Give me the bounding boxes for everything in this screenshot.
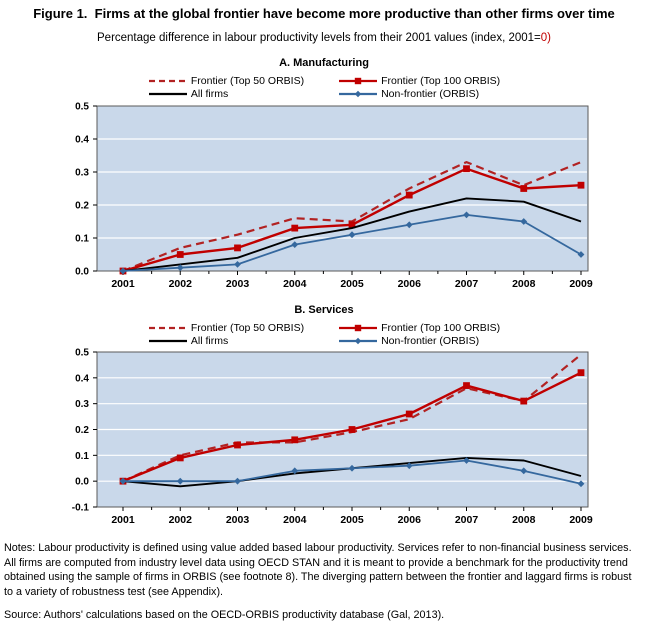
legend-line-square-icon xyxy=(338,75,378,87)
y-tick-label: 0.2 xyxy=(75,425,89,436)
panel-b-legend xyxy=(148,321,500,347)
legend-line-square-icon xyxy=(338,322,378,334)
legend-label: Frontier (Top 50 ORBIS) xyxy=(190,321,305,334)
panel-services xyxy=(0,304,648,531)
notes-line: to a variety of robustness test (see Appendix). xyxy=(4,585,224,598)
legend-dashed-line-icon xyxy=(148,75,188,87)
legend-line-icon xyxy=(148,335,188,347)
legend-item xyxy=(148,74,304,87)
notes-line: All firms are computed from industry level data using OECD STAN and it is meant to provide a benchmark for the productivity trend xyxy=(4,556,628,569)
y-tick-label: 0.4 xyxy=(75,134,89,146)
panel-a-title: A. Manufacturing xyxy=(279,57,369,69)
marker-square xyxy=(520,185,527,192)
figure-subtitle xyxy=(0,32,648,44)
source-line: Source: Authors' calculations based on the OECD-ORBIS productivity database (Gal, 2013). xyxy=(4,609,445,622)
legend-line-diamond-icon xyxy=(338,88,378,100)
legend-item xyxy=(338,87,500,100)
x-tick-label: 2006 xyxy=(397,514,421,526)
subtitle-text: Percentage difference in labour productivity levels from their 2001 values (index, 2001= xyxy=(97,32,541,44)
x-tick-label: 2005 xyxy=(340,278,364,290)
figure-title: Figure 1. Firms at the global frontier have become more productive than other firms over time xyxy=(33,6,615,21)
y-tick-label: 0.1 xyxy=(75,450,89,462)
y-tick-label: 0.5 xyxy=(75,347,89,359)
legend-label: All firms xyxy=(190,87,229,100)
x-tick-label: 2006 xyxy=(397,278,421,290)
marker-square xyxy=(291,225,298,232)
y-tick-label: 0.1 xyxy=(75,233,89,245)
panel-b-title: B. Services xyxy=(294,304,354,316)
plot-area xyxy=(97,106,588,271)
marker-square xyxy=(177,251,184,258)
legend-line-diamond-icon xyxy=(338,335,378,347)
legend-dashed-line-icon xyxy=(148,322,188,334)
marker-square xyxy=(234,442,241,449)
manufacturing-chart xyxy=(0,100,648,296)
y-tick-label: 0.2 xyxy=(75,200,89,212)
x-tick-label: 2008 xyxy=(512,278,536,290)
marker-square xyxy=(463,382,470,389)
marker-square xyxy=(520,398,527,405)
x-tick-label: 2007 xyxy=(454,278,479,290)
marker-square xyxy=(291,436,298,443)
legend-item xyxy=(338,74,500,87)
x-tick-label: 2009 xyxy=(569,278,593,290)
x-tick-label: 2003 xyxy=(225,514,250,526)
subtitle-index-zero: 0) xyxy=(540,32,551,44)
panel-a-legend xyxy=(148,74,500,100)
marker-square xyxy=(578,182,585,189)
legend-item xyxy=(338,334,500,347)
x-tick-label: 2004 xyxy=(283,278,307,290)
legend-line-icon xyxy=(148,88,188,100)
x-tick-label: 2009 xyxy=(569,514,593,526)
legend-label: Non-frontier (ORBIS) xyxy=(381,334,480,347)
x-tick-label: 2001 xyxy=(111,514,135,526)
y-tick-label: 0.3 xyxy=(75,399,89,411)
x-tick-label: 2007 xyxy=(454,514,479,526)
y-tick-label: 0.0 xyxy=(75,476,89,488)
legend-label: Non-frontier (ORBIS) xyxy=(381,87,480,100)
y-tick-label: 0.5 xyxy=(75,101,89,113)
y-tick-label: 0.0 xyxy=(75,266,89,278)
marker-square xyxy=(177,455,184,462)
x-tick-label: 2004 xyxy=(283,514,307,526)
legend-label: All firms xyxy=(190,334,229,347)
marker-square xyxy=(406,192,413,199)
y-tick-label: 0.3 xyxy=(75,167,89,179)
marker-square xyxy=(578,369,585,376)
legend-label: Frontier (Top 100 ORBIS) xyxy=(381,74,501,87)
notes xyxy=(4,541,648,623)
legend-item xyxy=(148,87,304,100)
marker-square xyxy=(349,426,356,433)
marker-square xyxy=(463,165,470,172)
marker-square xyxy=(406,411,413,418)
legend-item xyxy=(148,321,304,334)
legend-label: Frontier (Top 100 ORBIS) xyxy=(381,321,501,334)
legend-label: Frontier (Top 50 ORBIS) xyxy=(190,74,305,87)
panel-manufacturing xyxy=(0,57,648,296)
notes-line: obtained using the sample of firms in ORBIS (see footnote 8). The diverging pattern between the frontier and laggard firms is robust xyxy=(4,571,632,584)
x-tick-label: 2002 xyxy=(168,278,192,290)
legend-item xyxy=(148,334,304,347)
x-tick-label: 2002 xyxy=(168,514,192,526)
legend-item xyxy=(338,321,500,334)
x-tick-label: 2008 xyxy=(512,514,536,526)
y-tick-label: -0.1 xyxy=(71,502,89,514)
notes-line: Notes: Labour productivity is defined using value added based labour productivity. Services refer to non-financial business services. xyxy=(4,542,632,554)
x-tick-label: 2001 xyxy=(111,278,135,290)
x-tick-label: 2003 xyxy=(225,278,250,290)
marker-square xyxy=(234,245,241,252)
y-tick-label: 0.4 xyxy=(75,373,89,385)
x-tick-label: 2005 xyxy=(340,514,364,526)
services-chart xyxy=(0,347,648,531)
